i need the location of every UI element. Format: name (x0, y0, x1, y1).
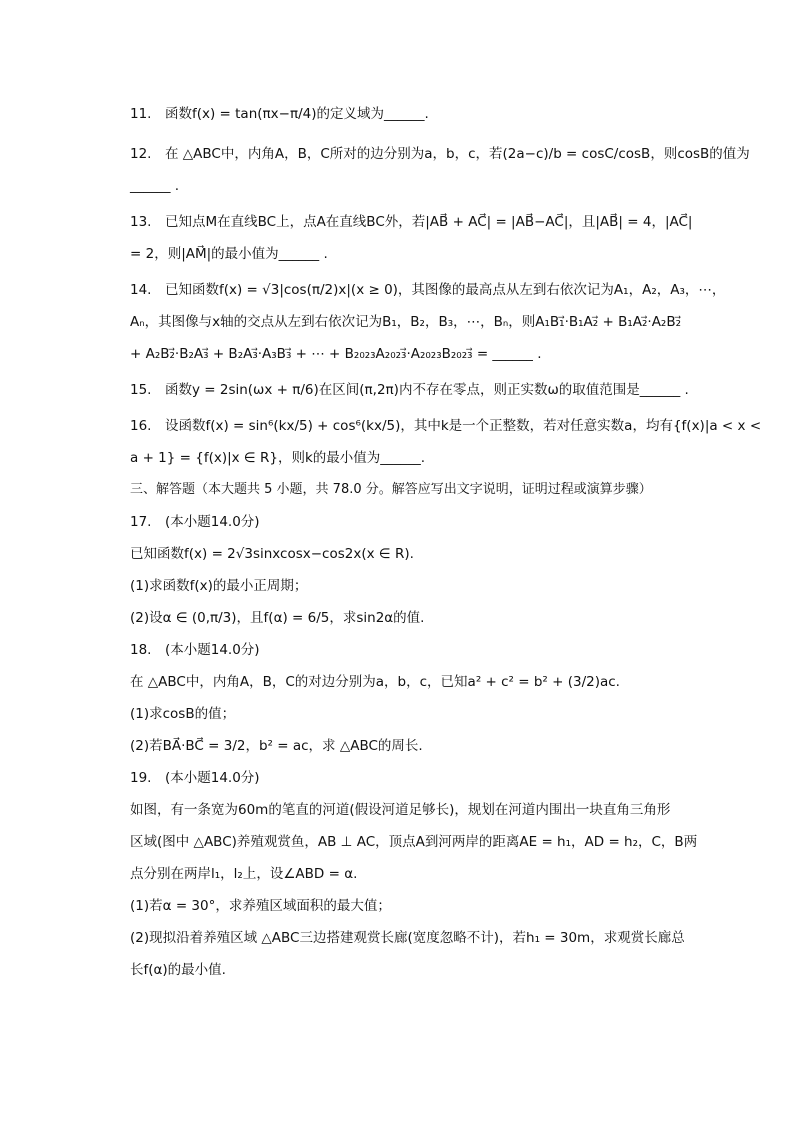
question-19-part-2-line-2: 长f(α)的最小值. (130, 962, 226, 978)
question-17-stem: 已知函数f(x) = 2√3sinxcosx−cos2x(x ∈ R). (130, 546, 414, 562)
question-17-part-1: (1)求函数f(x)的最小正周期； (130, 578, 308, 594)
question-19-stem-2: 区域(图中 △ABC)养殖观赏鱼，AB ⊥ AC，顶点A到河两岸的距离AE = h₁，AD = h₂，C，B两 (130, 834, 698, 850)
question-18-header: 18. (本小题14.0分) (130, 642, 260, 658)
section-heading-3: 三、解答题（本大题共 5 小题，共 78.0 分。解答应写出文字说明，证明过程或演算步骤） (130, 482, 652, 497)
exam-page (130, 104, 762, 980)
question-19-header: 19. (本小题14.0分) (130, 770, 260, 786)
question-14-line-2: Aₙ，其图像与x轴的交点从左到右依次记为B₁，B₂，B₃，⋯，Bₙ，则A₁B₁⃗·B₁A₂⃗ + B₁A₂⃗·A₂B₂⃗ (130, 314, 682, 330)
question-13-line-2: = 2，则|AM⃗|的最小值为______ . (130, 246, 328, 262)
question-12-line-2: ______ . (130, 178, 180, 194)
question-17-header: 17. (本小题14.0分) (130, 514, 260, 530)
question-13-line-1: 13. 已知点M在直线BC上，点A在直线BC外，若|AB⃗ + AC⃗| = |AB⃗−AC⃗|，且|AB⃗| = 4，|AC⃗| (130, 214, 693, 230)
question-14-line-1: 14. 已知函数f(x) = √3|cos(π/2)x|(x ≥ 0)，其图像的最高点从左到右依次记为A₁，A₂，A₃，⋯， (130, 282, 726, 298)
question-19-part-1: (1)若α = 30°，求养殖区域面积的最大值； (130, 898, 391, 914)
question-12-line-1: 12. 在 △ABC中，内角A，B，C所对的边分别为a，b，c，若(2a−c)/b = cosC/cosB，则cosB的值为 (130, 146, 750, 162)
question-11: 11. 函数f(x) = tan(πx−π/4)的定义域为______. (130, 106, 429, 122)
question-18-part-1: (1)求cosB的值； (130, 706, 236, 722)
question-16-line-1: 16. 设函数f(x) = sin⁶(kx/5) + cos⁶(kx/5)，其中k是一个正整数，若对任意实数a，均有{f(x)|a < x < (130, 418, 762, 434)
question-18-stem: 在 △ABC中，内角A，B，C的对边分别为a，b，c，已知a² + c² = b² + (3/2)ac. (130, 674, 620, 690)
question-17-part-2: (2)设α ∈ (0,π/3)，且f(α) = 6/5，求sin2α的值. (130, 610, 425, 626)
question-19-stem-1: 如图，有一条宽为60m的笔直的河道(假设河道足够长)，规划在河道内围出一块直角三角形 (130, 802, 671, 818)
question-19-part-2-line-1: (2)现拟沿着养殖区域 △ABC三边搭建观赏长廊(宽度忽略不计)，若h₁ = 30m，求观赏长廊总 (130, 930, 685, 946)
question-19-stem-3: 点分别在两岸l₁，l₂上，设∠ABD = α. (130, 866, 358, 882)
question-18-part-2: (2)若BA⃗·BC⃗ = 3/2，b² = ac，求 △ABC的周长. (130, 738, 423, 754)
question-14-line-3: + A₂B₂⃗·B₂A₃⃗ + B₂A₃⃗·A₃B₃⃗ + ⋯ + B₂₀₂₃A₂₀₂₃⃗·A₂₀₂₃B₂₀₂₃⃗ = ______ . (130, 346, 542, 362)
question-16-line-2: a + 1} = {f(x)|x ∈ R}，则k的最小值为______. (130, 450, 426, 466)
question-15: 15. 函数y = 2sin(ωx + π/6)在区间(π,2π)内不存在零点，则正实数ω的取值范围是______ . (130, 382, 689, 398)
